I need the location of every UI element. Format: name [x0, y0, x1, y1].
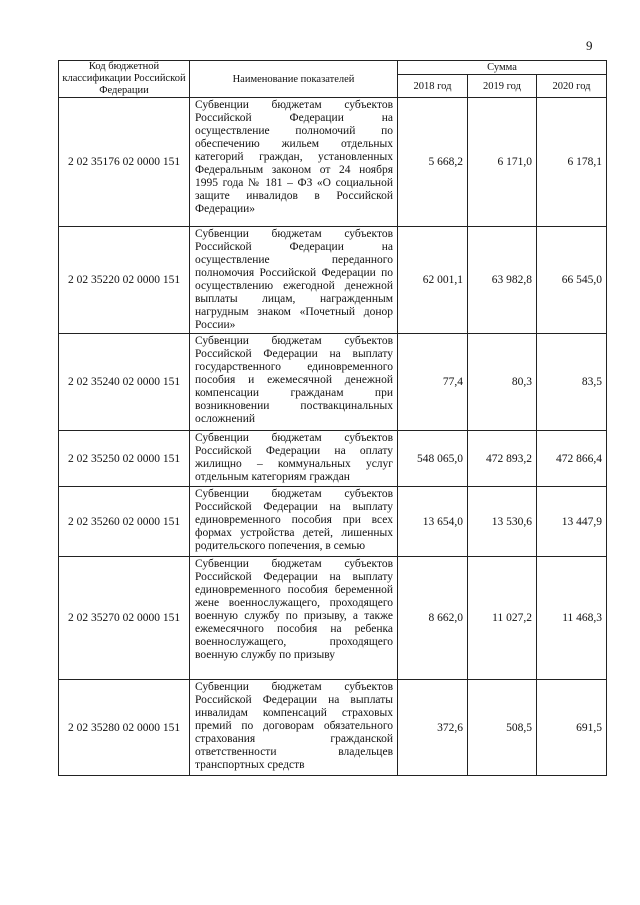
- header-year-2019: 2019 год: [468, 75, 537, 98]
- table-row: [59, 334, 607, 431]
- row-value-2018: 372,6: [398, 680, 468, 776]
- row-name: Субвенции бюджетам субъектов Российской Федерации на оплату жилищно – коммунальных услуг отдельным категориям граждан: [190, 431, 398, 487]
- row-code: 2 02 35270 02 0000 151: [59, 557, 190, 680]
- header-code: Код бюджетной классификации Российской Федерации: [59, 61, 190, 98]
- row-code: 2 02 35280 02 0000 151: [59, 680, 190, 776]
- table-row: [59, 557, 607, 680]
- row-name: Субвенции бюджетам субъектов Российской Федерации на выплату единовременного пособия беременной жене военнослужащего, проходящего военную службу по призыву, а также ежемесячного пособия на ребенка военнослужащего, проходящего военную службу по призыву: [190, 557, 398, 680]
- row-name: Субвенции бюджетам субъектов Российской Федерации на осуществление полномочий по обеспечению жильем отдельных категорий граждан, установленных Федеральным законом от 24 ноября 1995 года № 181 – ФЗ «О социальной защите инвалидов в Российской Федерации»: [190, 98, 398, 227]
- row-code: 2 02 35176 02 0000 151: [59, 98, 190, 227]
- header-sum: Сумма: [398, 61, 607, 75]
- row-name: Субвенции бюджетам субъектов Российской Федерации на выплату единовременного пособия при всех формах устройства детей, лишенных родительского попечения, в семью: [190, 487, 398, 557]
- row-value-2018: 8 662,0: [398, 557, 468, 680]
- row-value-2019: 6 171,0: [468, 98, 537, 227]
- row-value-2019: 13 530,6: [468, 487, 537, 557]
- row-value-2018: 5 668,2: [398, 98, 468, 227]
- budget-table: [58, 60, 607, 776]
- row-value-2019: 80,3: [468, 334, 537, 431]
- header-year-2018: 2018 год: [398, 75, 468, 98]
- row-value-2018: 77,4: [398, 334, 468, 431]
- table-row: [59, 487, 607, 557]
- header-year-2020: 2020 год: [537, 75, 607, 98]
- row-value-2019: 11 027,2: [468, 557, 537, 680]
- table-row: [59, 98, 607, 227]
- row-value-2020: 66 545,0: [537, 227, 607, 334]
- table-row: [59, 680, 607, 776]
- table-row: [59, 431, 607, 487]
- row-value-2020: 6 178,1: [537, 98, 607, 227]
- row-value-2019: 508,5: [468, 680, 537, 776]
- row-value-2020: 13 447,9: [537, 487, 607, 557]
- row-value-2020: 83,5: [537, 334, 607, 431]
- row-name: Субвенции бюджетам субъектов Российской Федерации на выплаты инвалидам компенсаций страховых премий по договорам обязательного страхования гражданской ответственности владельцев транспортных средств: [190, 680, 398, 776]
- row-value-2018: 13 654,0: [398, 487, 468, 557]
- row-name: Субвенции бюджетам субъектов Российской Федерации на осуществление переданного полномочия Российской Федерации по осуществлению ежегодной денежной выплаты лицам, награжденным нагрудным знаком «Почетный донор России»: [190, 227, 398, 334]
- row-code: 2 02 35250 02 0000 151: [59, 431, 190, 487]
- row-value-2020: 691,5: [537, 680, 607, 776]
- row-value-2020: 472 866,4: [537, 431, 607, 487]
- row-code: 2 02 35220 02 0000 151: [59, 227, 190, 334]
- header-name: Наименование показателей: [190, 61, 398, 98]
- page-number: 9: [586, 38, 593, 53]
- row-value-2018: 62 001,1: [398, 227, 468, 334]
- row-value-2019: 472 893,2: [468, 431, 537, 487]
- row-code: 2 02 35240 02 0000 151: [59, 334, 190, 431]
- table-row: [59, 227, 607, 334]
- row-code: 2 02 35260 02 0000 151: [59, 487, 190, 557]
- row-value-2020: 11 468,3: [537, 557, 607, 680]
- table-header-row: [59, 61, 607, 75]
- row-name: Субвенции бюджетам субъектов Российской Федерации на выплату государственного единовременного пособия и ежемесячной денежной компенсации гражданам при возникновении поствакцинальных осложнений: [190, 334, 398, 431]
- row-value-2019: 63 982,8: [468, 227, 537, 334]
- row-value-2018: 548 065,0: [398, 431, 468, 487]
